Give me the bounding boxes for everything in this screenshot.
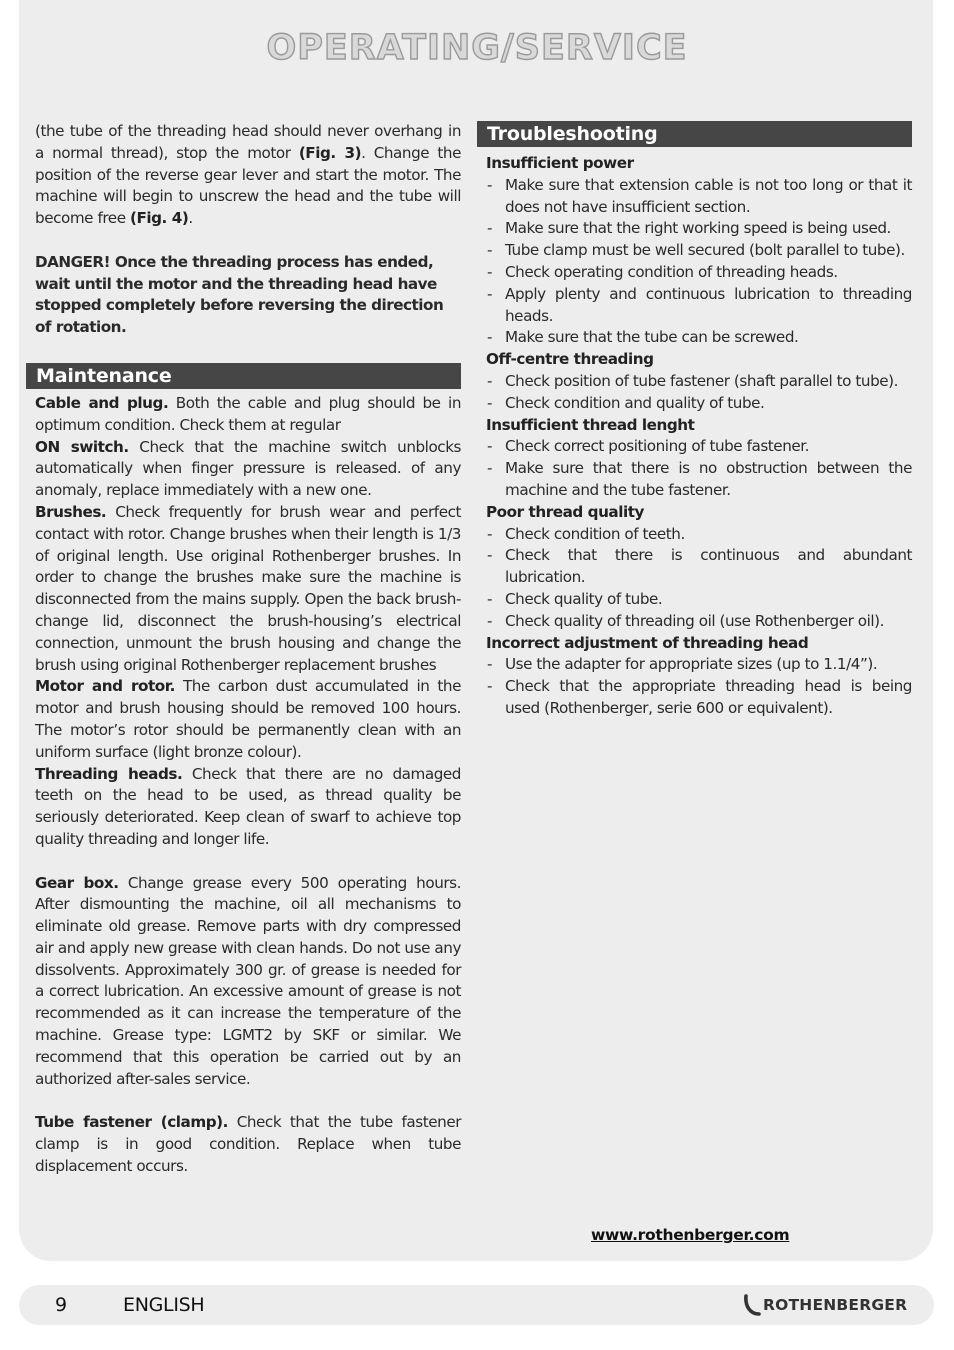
group-list [486, 436, 912, 501]
list-item: - Apply plenty and continuous lubrication to threading heads. [487, 284, 912, 325]
group-list [486, 524, 912, 633]
maintenance-threading-heads: Threading heads. Check that there are no damaged teeth on the head to be used, as thread quality be seriously deteriorated. Keep clean of swarf to achieve top quality threading and longer life. [35, 764, 461, 848]
danger-warning: DANGER! Once the threading process has ended, wait until the motor and the threading head have stopped completely before reversing the direction of rotation. [35, 252, 444, 337]
list-item: - Make sure that the tube can be screwed. [487, 328, 799, 347]
list-item: - Check that there is continuous and abundant lubrication. [487, 546, 912, 587]
list-item: - Check operating condition of threading heads. [487, 262, 838, 281]
maintenance-cable-plug: Cable and plug. Both the cable and plug should be in optimum condition. Check them at regular [35, 393, 461, 434]
page-number: 9 [55, 1294, 68, 1316]
list-item: - Make sure that extension cable is not too long or that it does not have insufficient section. [487, 175, 912, 216]
maintenance-heading: Maintenance [26, 363, 461, 389]
rothenberger-logo [744, 1290, 907, 1320]
maintenance-gear-box: Gear box. Change grease every 500 operating hours. After dismounting the machine, oil all mechanisms to eliminate old grease. Remove parts with dry compressed air and apply new grease with clean hands. Do not use any dissolvents. Approximately 300 gr. of grease is needed for a correct lubrication. An excessive amount of grease is not recommended as it can increase the temperature of the machine. Grease type: LGMT2 by SKF or similar. We recommend that this operation be carried out by an authorized after-sales service. [35, 873, 461, 1088]
list-item: - Tube clamp must be well secured (bolt parallel to tube). [487, 241, 905, 260]
list-item: - Check quality of threading oil (use Rothenberger oil). [487, 611, 884, 630]
group-heading: Insufficient power [486, 154, 634, 172]
troubleshooting-heading: Troubleshooting [477, 121, 912, 147]
group-heading: Incorrect adjustment of threading head [486, 633, 809, 652]
list-item: - Check quality of tube. [487, 589, 663, 608]
list-item: - Use the adapter for appropriate sizes (up to 1.1/4”). [487, 655, 878, 674]
page-title: OPERATING/SERVICE [266, 28, 688, 68]
maintenance-on-switch: ON switch. Check that the machine switch unblocks automatically when finger pressure is released. of any anomaly, replace immediately with a new one. [35, 437, 462, 500]
group-list [486, 654, 912, 719]
language-label: ENGLISH [123, 1294, 205, 1316]
list-item: - Check condition and quality of tube. [487, 393, 765, 412]
list-item: - Make sure that there is no obstruction between the machine and the tube fastener. [487, 459, 912, 499]
maintenance-motor-rotor: Motor and rotor. The carbon dust accumulated in the motor and brush housing should be removed 100 hours. The motor’s rotor should be permanently clean with an uniform surface (light bronze colour). [35, 677, 461, 761]
list-item: - Check condition of teeth. [487, 524, 685, 543]
group-heading: Off-centre threading [486, 350, 654, 369]
group-heading: Insufficient thread lenght [486, 415, 695, 434]
group-heading: Poor thread quality [486, 502, 645, 521]
list-item: - Make sure that the right working speed is being used. [487, 219, 891, 238]
logo-hook-icon [744, 1292, 762, 1318]
maintenance-tube-fastener: Tube fastener (clamp). Check that the tube fastener clamp is in good condition. Replace when tube displacement occurs. [35, 1113, 462, 1175]
list-item: - Check position of tube fastener (shaft parallel to tube). [487, 371, 898, 390]
fig-4-ref: (Fig. 4) [129, 209, 189, 228]
group-list [486, 371, 912, 415]
maintenance-brushes: Brushes. Check frequently for brush wear and perfect contact with rotor. Change brushes when their length is 1/3 of original length. Use original Rothenberger brushes. In order to change the brushes make sure the machine is disconnected from the mains supply. Open the back brush-change lid, disconnect the brush-housing’s electrical connection, unmount the brush housing and change the brush using original Rothenberger replacement brushes [35, 502, 461, 674]
list-item: - Check correct positioning of tube fastener. [487, 437, 810, 456]
right-column [486, 121, 912, 720]
list-item: - Check that the appropriate threading head is being used (Rothenberger, serie 600 or equivalent). [487, 677, 912, 717]
website-link[interactable]: www.rothenberger.com [591, 1226, 790, 1244]
fig-3-ref: (Fig. 3) [298, 143, 362, 162]
left-column [35, 121, 461, 1178]
logo-text: ROTHENBERGER [763, 1296, 908, 1314]
group-list [486, 175, 912, 349]
intro-paragraph: (the tube of the threading head should never overhang in a normal thread), stop the motor (Fig. 3). Change the position of the reverse gear lever and start the motor. The machine will begin to unscrew the head and the tube will become free (Fig. 4). [35, 122, 461, 228]
